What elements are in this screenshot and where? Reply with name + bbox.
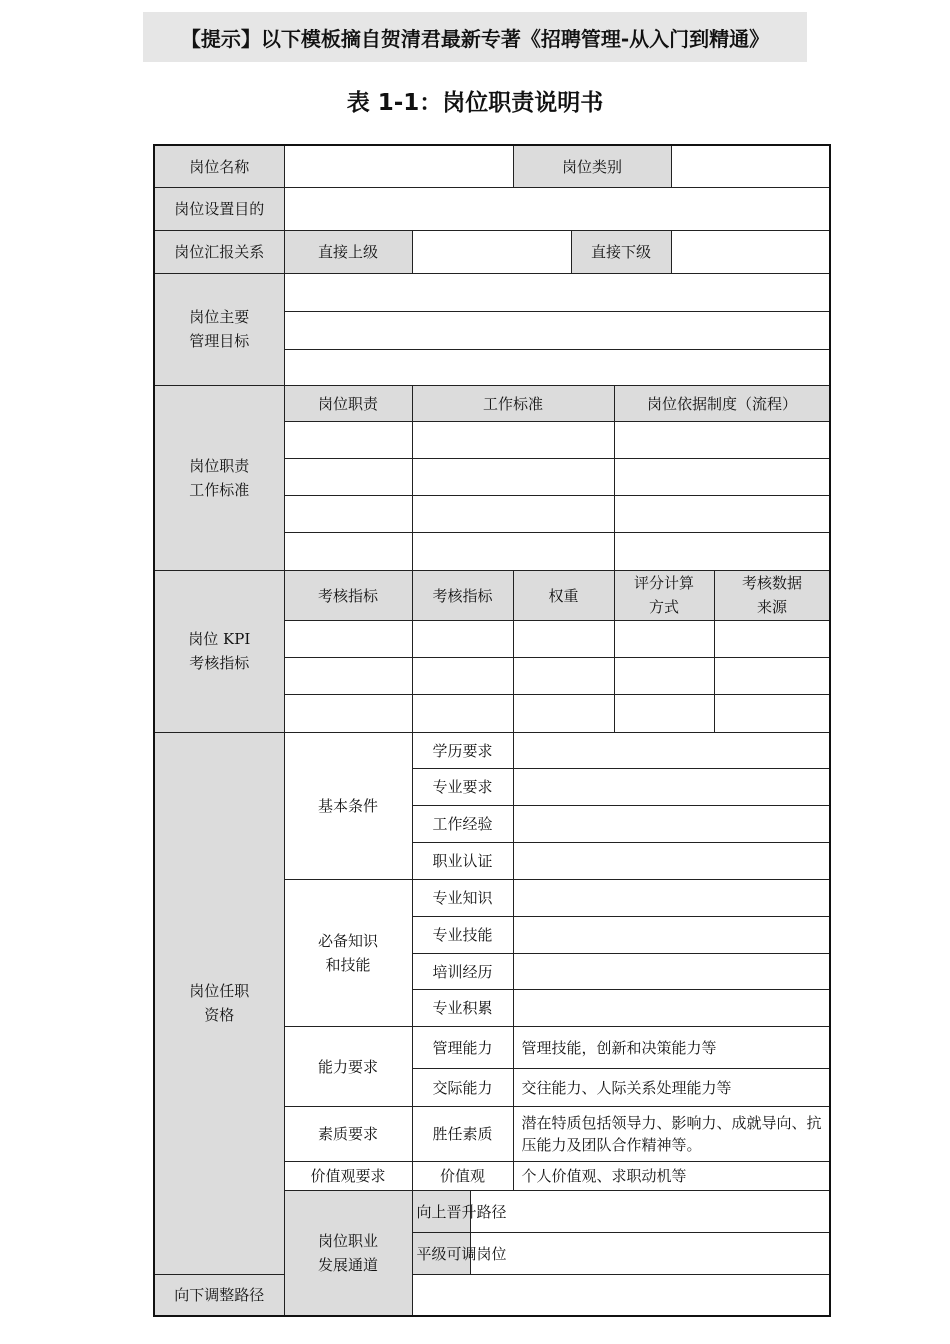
social-ability-label: 交际能力 (412, 1068, 513, 1106)
experience-value[interactable] (513, 805, 830, 842)
position-category-label: 岗位类别 (513, 145, 671, 187)
standard-cell[interactable] (412, 421, 614, 458)
kpi-cell[interactable] (513, 620, 614, 657)
management-ability-label: 管理能力 (412, 1026, 513, 1068)
position-name-label: 岗位名称 (154, 145, 284, 187)
kpi-cell[interactable] (284, 620, 412, 657)
career-lateral-label: 平级可调岗位 (412, 1232, 470, 1274)
kpi-cell[interactable] (714, 620, 830, 657)
duty-cell[interactable] (284, 495, 412, 532)
kpi-cell[interactable] (513, 694, 614, 732)
career-up-label: 向上晋升路径 (412, 1190, 470, 1232)
experience-label: 工作经验 (412, 805, 513, 842)
accumulation-value[interactable] (513, 989, 830, 1026)
position-purpose-value[interactable] (284, 187, 830, 230)
document-title: 表 1-1：岗位职责说明书 (346, 90, 604, 116)
values-label: 价值观 (412, 1161, 513, 1190)
social-ability-desc: 交往能力、人际关系处理能力等 (513, 1068, 830, 1106)
kpi-cell[interactable] (284, 694, 412, 732)
goal-row[interactable] (284, 349, 830, 385)
kpi-score-method-header: 评分计算 方式 (614, 570, 714, 620)
prof-knowledge-label: 专业知识 (412, 879, 513, 916)
direct-subordinate-value[interactable] (671, 230, 830, 273)
accumulation-label: 专业积累 (412, 989, 513, 1026)
standard-cell[interactable] (412, 495, 614, 532)
duty-cell[interactable] (284, 532, 412, 570)
basis-cell[interactable] (614, 495, 830, 532)
major-label: 专业要求 (412, 768, 513, 805)
position-category-value[interactable] (671, 145, 830, 187)
career-up-value[interactable] (470, 1190, 830, 1232)
kpi-cell[interactable] (614, 657, 714, 694)
career-label: 岗位职业 发展通道 (284, 1190, 412, 1316)
kpi-cell[interactable] (714, 657, 830, 694)
standard-cell[interactable] (412, 458, 614, 495)
certification-value[interactable] (513, 842, 830, 879)
col-basis-header: 岗位依据制度（流程） (614, 385, 830, 421)
kpi-cell[interactable] (412, 694, 513, 732)
basic-conditions-label: 基本条件 (284, 732, 412, 879)
direct-superior-label: 直接上级 (284, 230, 412, 273)
kpi-col-1-header: 考核指标 (284, 570, 412, 620)
kpi-cell[interactable] (412, 657, 513, 694)
kpi-cell[interactable] (513, 657, 614, 694)
basis-cell[interactable] (614, 421, 830, 458)
duty-cell[interactable] (284, 458, 412, 495)
basis-cell[interactable] (614, 458, 830, 495)
knowledge-skills-label: 必备知识 和技能 (284, 879, 412, 1026)
values-requirement-label: 价值观要求 (284, 1161, 412, 1190)
qualification-label: 岗位任职 资格 (154, 732, 284, 1274)
position-purpose-label: 岗位设置目的 (154, 187, 284, 230)
direct-superior-value[interactable] (412, 230, 571, 273)
goal-row[interactable] (284, 311, 830, 349)
duties-label: 岗位职责 工作标准 (154, 385, 284, 570)
kpi-label: 岗位 KPI 考核指标 (154, 570, 284, 732)
prof-skill-value[interactable] (513, 916, 830, 953)
kpi-cell[interactable] (412, 620, 513, 657)
career-down-value[interactable] (412, 1274, 830, 1316)
management-ability-desc: 管理技能，创新和决策能力等 (513, 1026, 830, 1068)
kpi-cell[interactable] (614, 620, 714, 657)
direct-subordinate-label: 直接下级 (571, 230, 671, 273)
prof-skill-label: 专业技能 (412, 916, 513, 953)
career-lateral-value[interactable] (470, 1232, 830, 1274)
certification-label: 职业认证 (412, 842, 513, 879)
basis-cell[interactable] (614, 532, 830, 570)
col-duty-header: 岗位职责 (284, 385, 412, 421)
competency-label: 胜任素质 (412, 1106, 513, 1161)
kpi-weight-header: 权重 (513, 570, 614, 620)
kpi-cell[interactable] (284, 657, 412, 694)
kpi-data-source-header: 考核数据 来源 (714, 570, 830, 620)
goals-label: 岗位主要 管理目标 (154, 273, 284, 385)
position-name-value[interactable] (284, 145, 513, 187)
competency-desc: 潜在特质包括领导力、影响力、成就导向、抗压能力及团队合作精神等。 (513, 1106, 830, 1161)
prof-knowledge-value[interactable] (513, 879, 830, 916)
training-value[interactable] (513, 953, 830, 989)
quality-label: 素质要求 (284, 1106, 412, 1161)
training-label: 培训经历 (412, 953, 513, 989)
ability-label: 能力要求 (284, 1026, 412, 1106)
goal-row[interactable] (284, 273, 830, 311)
kpi-col-2-header: 考核指标 (412, 570, 513, 620)
duty-cell[interactable] (284, 421, 412, 458)
standard-cell[interactable] (412, 532, 614, 570)
reporting-label: 岗位汇报关系 (154, 230, 284, 273)
education-label: 学历要求 (412, 732, 513, 768)
values-desc: 个人价值观、求职动机等 (513, 1161, 830, 1190)
education-value[interactable] (513, 732, 830, 768)
career-down-label: 向下调整路径 (154, 1274, 284, 1316)
template-notice-banner: 【提示】以下模板摘自贺清君最新专著《招聘管理-从入门到精通》 (143, 12, 807, 62)
kpi-cell[interactable] (714, 694, 830, 732)
major-value[interactable] (513, 768, 830, 805)
job-description-table (153, 144, 831, 1317)
kpi-cell[interactable] (614, 694, 714, 732)
col-standard-header: 工作标准 (412, 385, 614, 421)
